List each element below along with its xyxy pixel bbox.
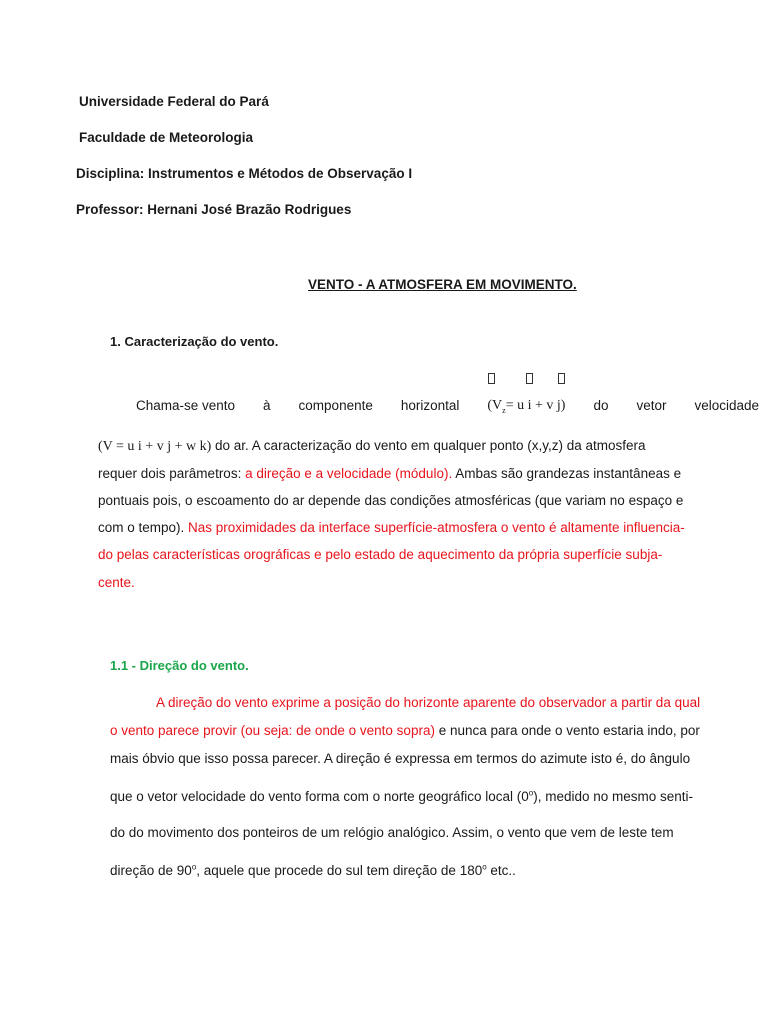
missing-glyph-icon bbox=[488, 372, 495, 387]
paragraph-2-line-1: A direção do vento exprime a posição do horizonte aparente do observador a partir da qual bbox=[156, 695, 701, 710]
word: velocidade bbox=[694, 398, 759, 413]
document-title: VENTO - A ATMOSFERA EM MOVIMENTO. bbox=[308, 277, 577, 292]
paragraph-1-line-5 bbox=[98, 520, 685, 535]
vector-formula-horizontal bbox=[487, 398, 565, 414]
discipline-name: Disciplina: Instrumentos e Métodos de Observação I bbox=[76, 166, 413, 181]
text: direção de 90 bbox=[110, 863, 192, 878]
paragraph-2-line-6 bbox=[110, 863, 516, 878]
word: componente bbox=[298, 398, 373, 413]
paragraph-2-line-5: do do movimento dos ponteiros de um relógio analógico. Assim, o vento que vem de leste tem bbox=[110, 825, 674, 840]
highlight-text: a direção e a velocidade (módulo). bbox=[245, 466, 453, 481]
paragraph-1-line-1 bbox=[136, 398, 759, 414]
text: e nunca para onde o vento estaria indo, por bbox=[434, 723, 700, 738]
paragraph-1-line-4: pontuais pois, o escoamento do ar depende das condições atmosféricas (que variam no espaço e bbox=[98, 493, 684, 508]
formula-subscript: z bbox=[502, 405, 506, 415]
missing-glyph-icon bbox=[526, 372, 533, 387]
university-name: Universidade Federal do Pará bbox=[79, 94, 269, 109]
paragraph-1-line-6: do pelas características orográficas e pelo estado de aquecimento da própria superfície subja- bbox=[98, 547, 663, 562]
degree-superscript: o bbox=[191, 862, 197, 872]
paragraph-2-line-3: mais óbvio que isso possa parecer. A direção é expressa em termos do azimute isto é, do ângulo bbox=[110, 751, 691, 766]
paragraph-2-line-2 bbox=[110, 723, 700, 738]
formula-part: = u i + v j) bbox=[505, 398, 566, 413]
missing-glyph-icon bbox=[558, 372, 565, 387]
paragraph-2-line-4 bbox=[110, 789, 693, 804]
highlight-text: o vento parece provir (ou seja: de onde o vento sopra) bbox=[110, 723, 435, 738]
word: Chama-se vento bbox=[136, 398, 236, 413]
text: , aquele que procede do sul tem direção de 180 bbox=[196, 863, 483, 878]
text: Ambas são grandezas instantâneas e bbox=[452, 466, 682, 481]
text: que o vetor velocidade do vento forma com o norte geográfico local (0 bbox=[110, 789, 529, 804]
vector-formula-3d: (V = u i + v j + w k) bbox=[98, 439, 212, 454]
paragraph-1-line-7: cente. bbox=[98, 575, 135, 590]
faculty-name: Faculdade de Meteorologia bbox=[79, 130, 254, 145]
text: etc.. bbox=[486, 863, 516, 878]
section-1-1-heading: 1.1 - Direção do vento. bbox=[110, 658, 249, 673]
formula-part: (V bbox=[487, 398, 503, 413]
highlight-text: Nas proximidades da interface superfície-atmosfera o vento é altamente influencia- bbox=[188, 520, 685, 535]
word: vetor bbox=[636, 398, 667, 413]
paragraph-1-line-3 bbox=[98, 466, 681, 481]
text: ), medido no mesmo senti- bbox=[533, 789, 694, 804]
degree-superscript: o bbox=[482, 862, 487, 872]
text: requer dois parâmetros: bbox=[98, 466, 246, 481]
word: horizontal bbox=[400, 398, 460, 413]
word: à bbox=[263, 398, 271, 413]
degree-superscript: o bbox=[528, 788, 534, 798]
text: com o tempo). bbox=[98, 520, 189, 535]
professor-name: Professor: Hernani José Brazão Rodrigues bbox=[76, 202, 352, 217]
word: do bbox=[593, 398, 609, 413]
paragraph-1-line-2 bbox=[98, 438, 646, 455]
section-1-heading: 1. Caracterização do vento. bbox=[110, 334, 279, 349]
text: do ar. A caracterização do vento em qualquer ponto (x,y,z) da atmosfera bbox=[211, 438, 646, 453]
